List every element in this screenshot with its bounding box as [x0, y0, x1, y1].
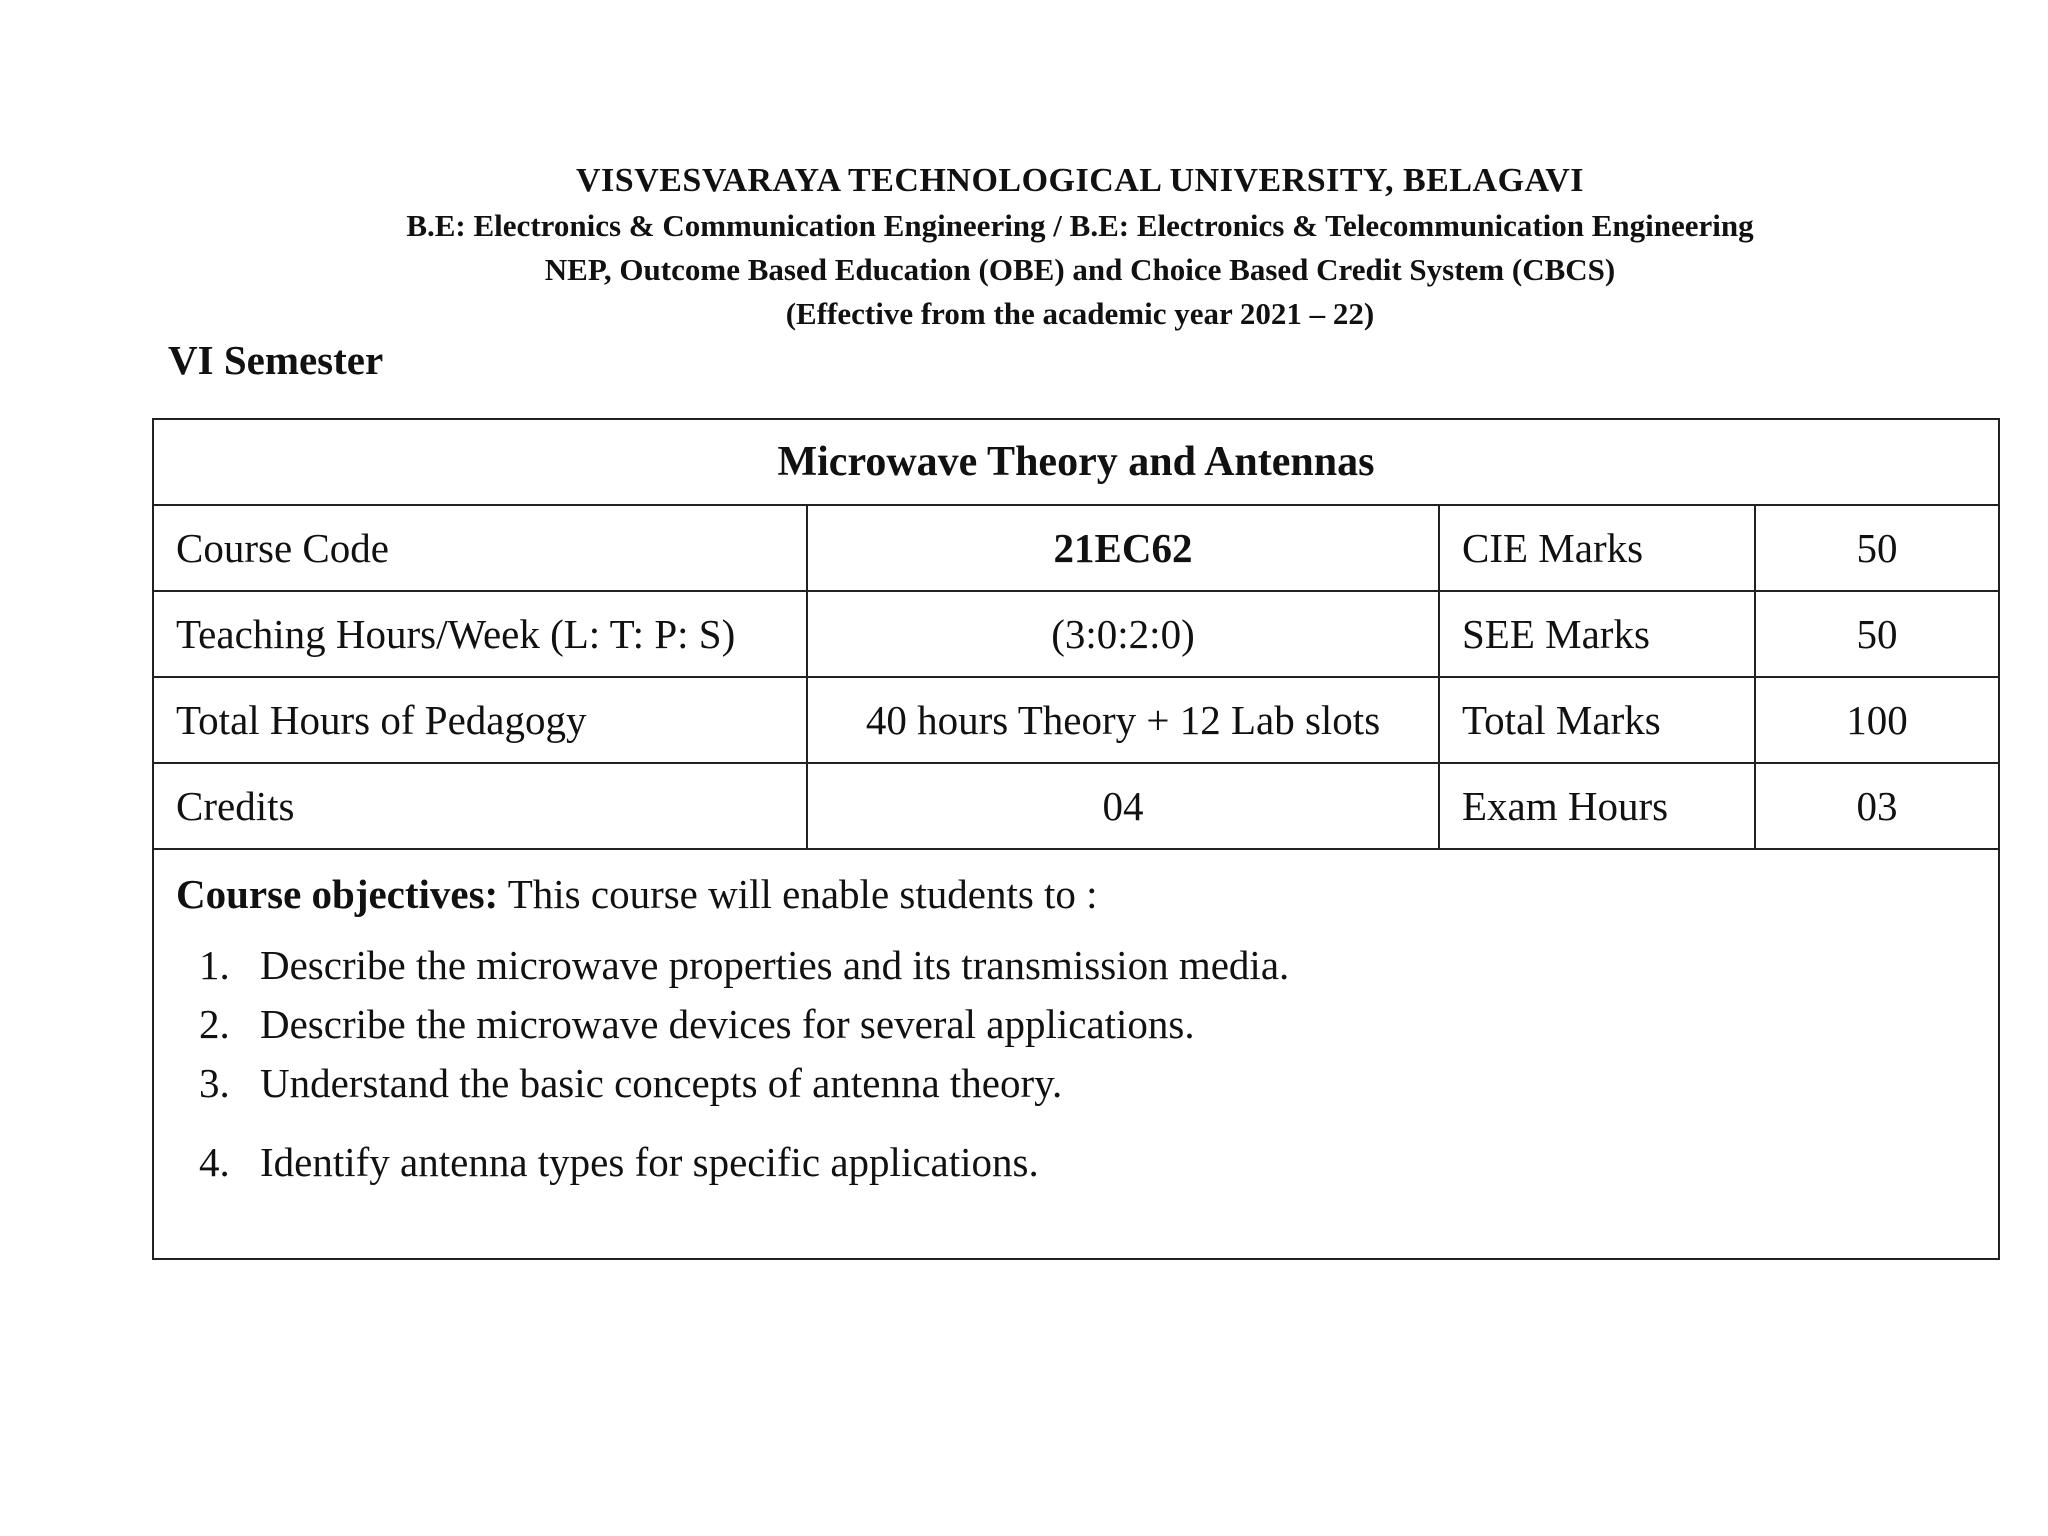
credits-value: 04 — [807, 763, 1439, 849]
document-header — [0, 158, 2048, 336]
teaching-hours-value: (3:0:2:0) — [807, 591, 1439, 677]
see-marks-value: 50 — [1755, 591, 1999, 677]
list-item: 3. Understand the basic concepts of antenna theory. — [240, 1054, 1976, 1113]
program-line: B.E: Electronics & Communication Engineering / B.E: Electronics & Telecommunication Engineering — [406, 208, 1754, 243]
course-table — [152, 418, 2000, 1260]
pedagogy-hours-label: Total Hours of Pedagogy — [153, 677, 807, 763]
table-row — [153, 677, 1999, 763]
list-item: 4. Identify antenna types for specific applications. — [240, 1133, 1976, 1192]
course-code-value: 21EC62 — [807, 505, 1439, 591]
cie-marks-label: CIE Marks — [1439, 505, 1755, 591]
course-objectives — [153, 849, 1999, 1259]
exam-hours-value: 03 — [1755, 763, 1999, 849]
course-title: Microwave Theory and Antennas — [153, 419, 1999, 505]
see-marks-label: SEE Marks — [1439, 591, 1755, 677]
cie-marks-value: 50 — [1755, 505, 1999, 591]
university-name: VISVESVARAYA TECHNOLOGICAL UNIVERSITY, BELAGAVI — [576, 162, 1584, 199]
credits-label: Credits — [153, 763, 807, 849]
objectives-intro: This course will enable students to : — [507, 871, 1098, 917]
course-code-label: Course Code — [153, 505, 807, 591]
objectives-heading: Course objectives: — [176, 871, 499, 917]
objectives-list — [176, 936, 1976, 1192]
table-row — [153, 505, 1999, 591]
total-marks-value: 100 — [1755, 677, 1999, 763]
teaching-hours-label: Teaching Hours/Week (L: T: P: S) — [153, 591, 807, 677]
exam-hours-label: Exam Hours — [1439, 763, 1755, 849]
scheme-line: NEP, Outcome Based Education (OBE) and Choice Based Credit System (CBCS) — [544, 252, 1616, 287]
effective-year-line: (Effective from the academic year 2021 – 22) — [785, 296, 1375, 331]
pedagogy-hours-value: 40 hours Theory + 12 Lab slots — [807, 677, 1439, 763]
list-item: 2. Describe the microwave devices for several applications. — [240, 995, 1976, 1054]
objectives-row — [153, 849, 1999, 1259]
table-row — [153, 763, 1999, 849]
course-title-row — [153, 419, 1999, 505]
objectives-heading-line — [176, 870, 1976, 918]
table-row — [153, 591, 1999, 677]
total-marks-label: Total Marks — [1439, 677, 1755, 763]
semester-heading: VI Semester — [168, 337, 384, 383]
list-item: 1. Describe the microwave properties and its transmission media. — [240, 936, 1976, 995]
